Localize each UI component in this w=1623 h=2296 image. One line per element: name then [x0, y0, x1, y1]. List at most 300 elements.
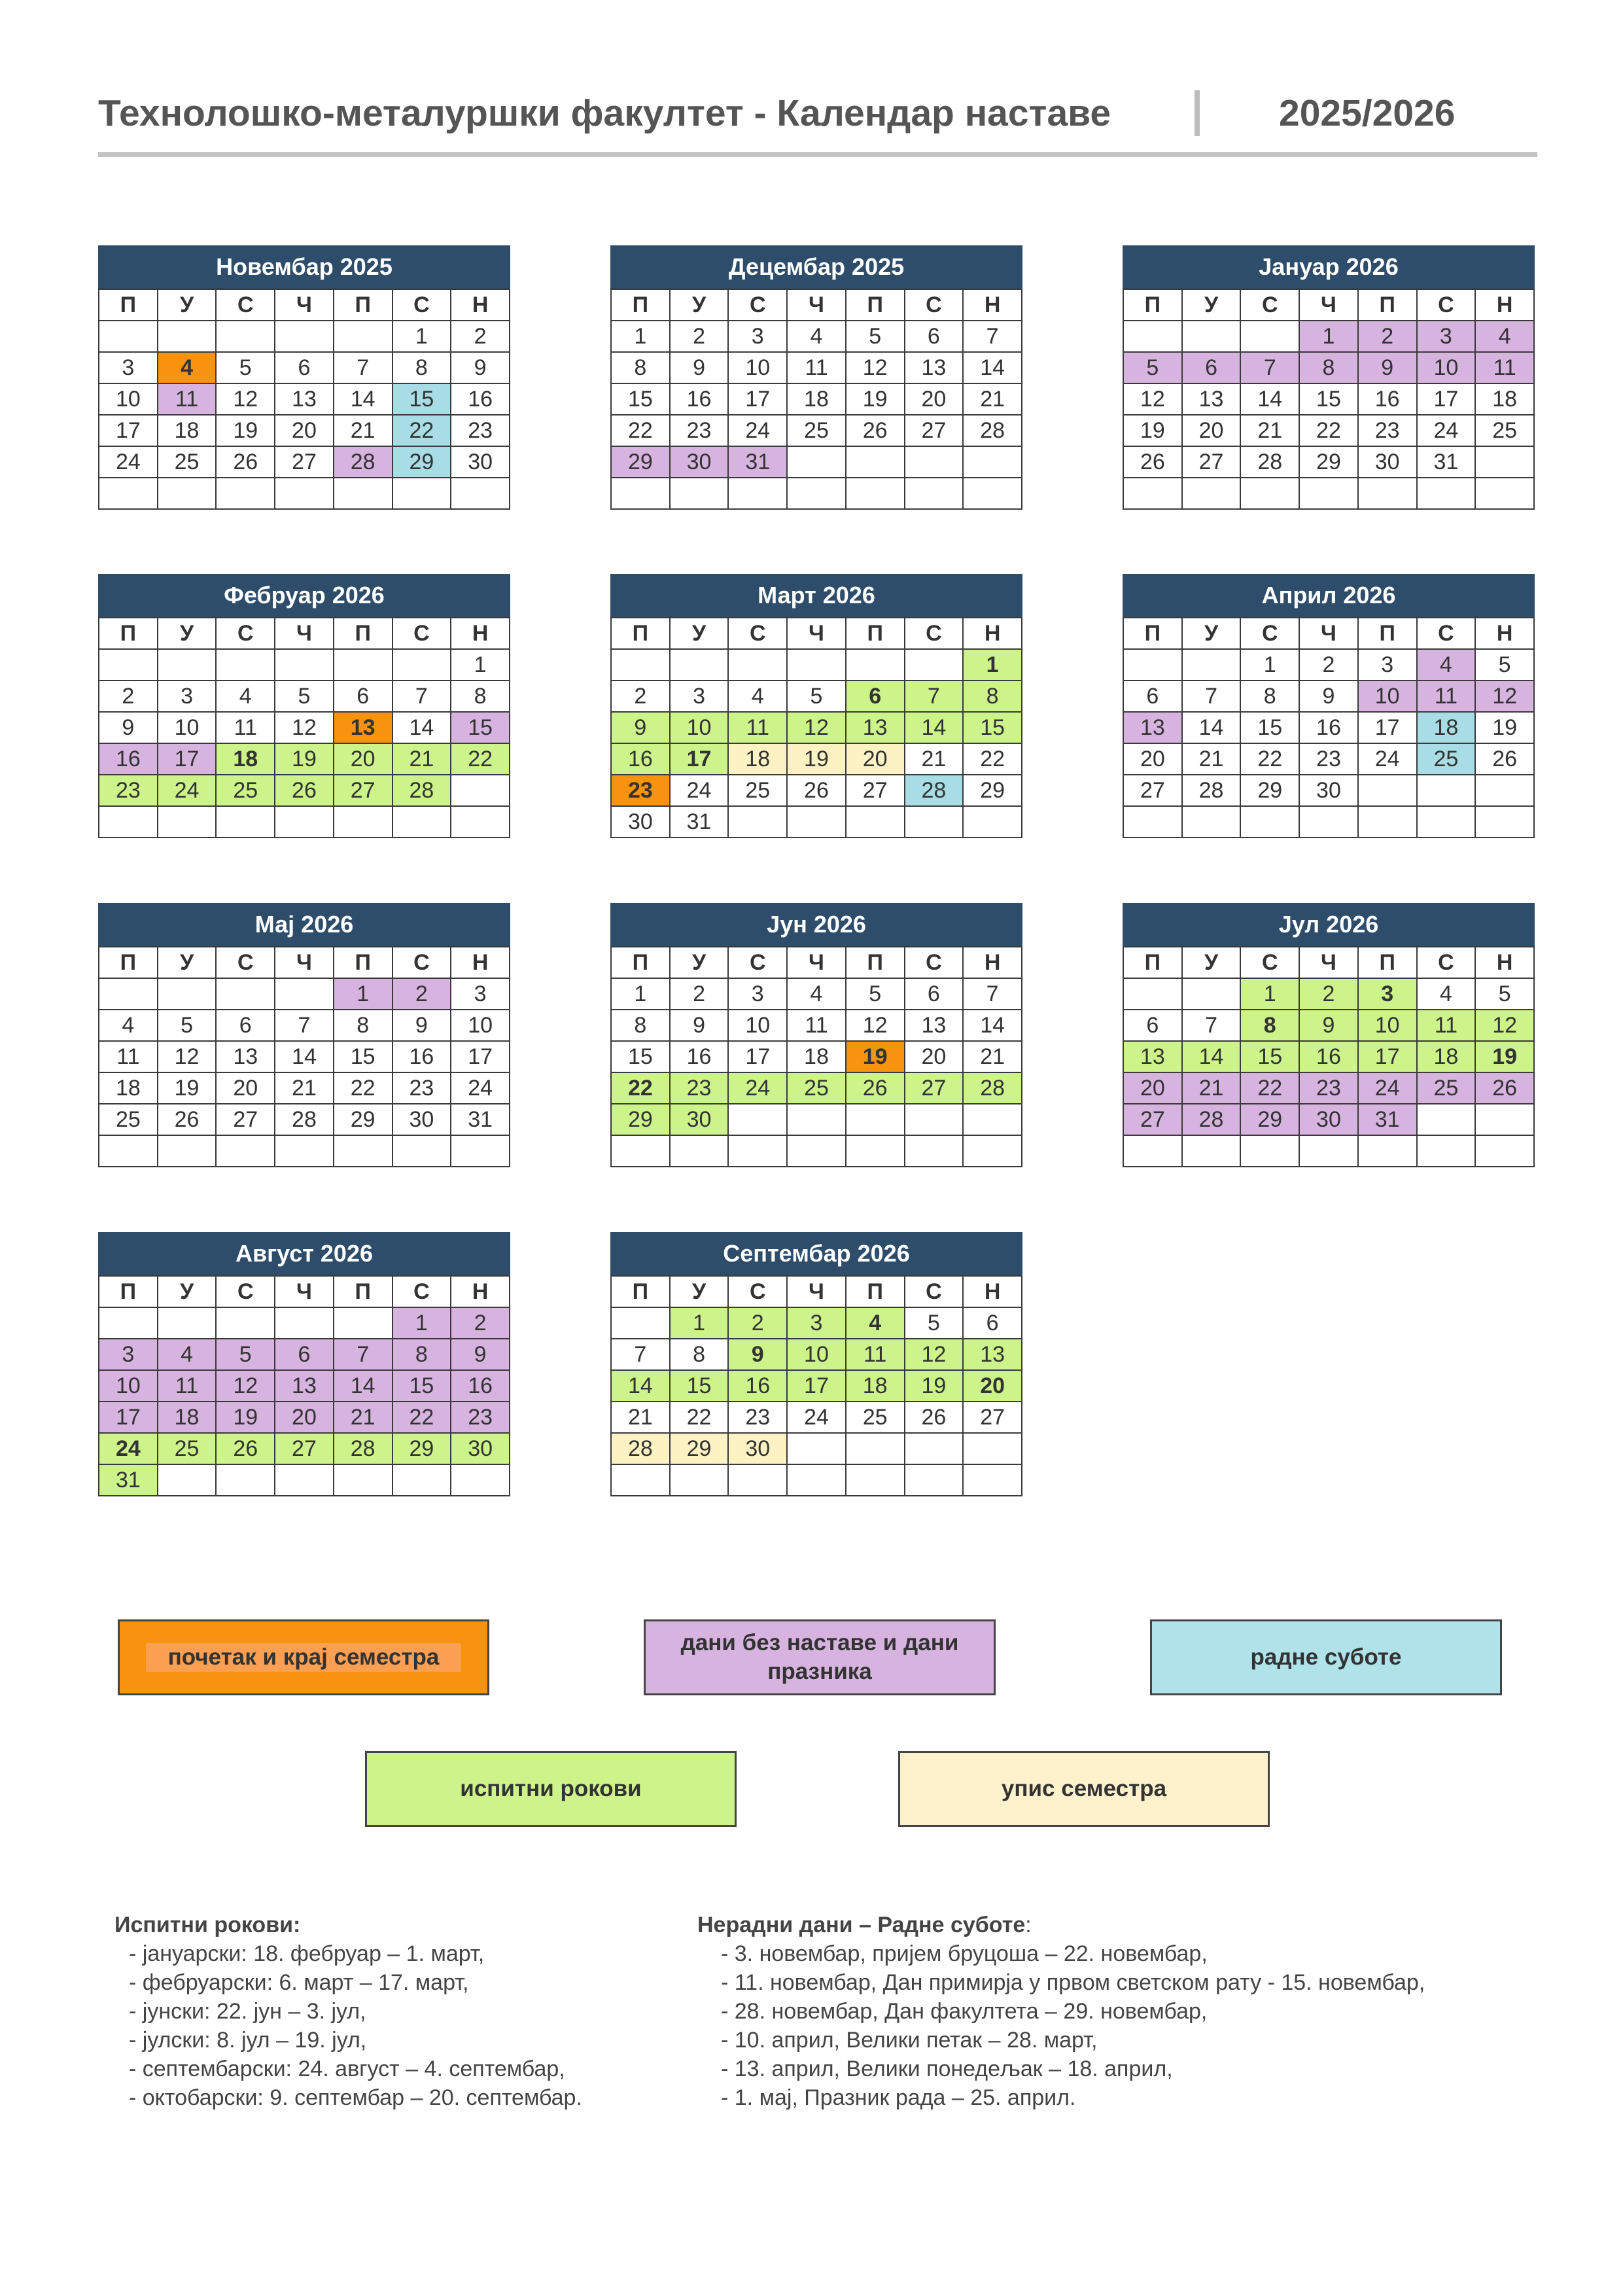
day-cell: 6: [334, 680, 393, 712]
empty-cell: [1358, 806, 1417, 838]
notes-heading: Испитни рокови:: [114, 1913, 301, 1937]
week-row: [99, 1464, 510, 1496]
day-cell: 24: [728, 415, 787, 446]
day-cell: 2: [670, 978, 729, 1010]
day-cell: 9: [1299, 1010, 1358, 1041]
month-title: Новембар 2025: [98, 245, 510, 289]
weekday-label: Ч: [275, 1276, 334, 1307]
day-cell: 8: [451, 680, 510, 712]
month-days-table: [98, 946, 510, 1167]
empty-cell: [451, 478, 510, 509]
day-cell: 11: [846, 1339, 905, 1370]
month-calendar: [610, 245, 1022, 510]
day-cell: 10: [728, 352, 787, 383]
empty-cell: [787, 446, 846, 478]
weekday-label: Н: [451, 289, 510, 321]
week-row: [611, 1307, 1022, 1339]
week-row: [611, 978, 1022, 1010]
day-cell: 14: [275, 1041, 334, 1072]
day-cell: 30: [1358, 446, 1417, 478]
week-row: [611, 1010, 1022, 1041]
empty-cell: [99, 649, 158, 680]
weekday-label: Ч: [275, 947, 334, 978]
weekday-label: У: [1182, 618, 1241, 649]
day-cell: 19: [1123, 415, 1182, 446]
empty-cell: [905, 1135, 964, 1167]
day-cell: 10: [670, 712, 729, 743]
month-title: Децембар 2025: [610, 245, 1022, 289]
day-cell: 12: [1475, 680, 1534, 712]
weekday-label: С: [905, 947, 964, 978]
day-cell: 28: [611, 1433, 670, 1464]
weekday-label: С: [1240, 947, 1299, 978]
day-cell: 18: [216, 743, 275, 775]
day-cell: 20: [334, 743, 393, 775]
day-cell: 4: [158, 1339, 217, 1370]
month-days-table: [98, 617, 510, 838]
day-cell: 8: [611, 1010, 670, 1041]
day-cell: 4: [787, 321, 846, 352]
day-cell: 12: [905, 1339, 964, 1370]
day-cell: 26: [158, 1104, 217, 1135]
day-cell: 12: [216, 1370, 275, 1402]
empty-cell: [905, 806, 964, 838]
day-cell: 8: [670, 1339, 729, 1370]
day-cell: 10: [787, 1339, 846, 1370]
weekday-label: П: [99, 1276, 158, 1307]
day-cell: 27: [275, 446, 334, 478]
empty-cell: [611, 478, 670, 509]
weekday-label: Н: [963, 1276, 1022, 1307]
week-row: [99, 321, 510, 352]
note-item: - 13. април, Велики понедељак – 18. април,: [721, 2057, 1173, 2081]
day-cell: 28: [963, 1072, 1022, 1104]
day-cell: 4: [1417, 649, 1476, 680]
month-title: Август 2026: [98, 1232, 510, 1275]
day-cell: 12: [158, 1041, 217, 1072]
empty-cell: [963, 446, 1022, 478]
day-cell: 7: [334, 352, 393, 383]
day-cell: 1: [611, 978, 670, 1010]
day-cell: 20: [1182, 415, 1241, 446]
day-cell: 27: [1123, 775, 1182, 806]
day-cell: 4: [787, 978, 846, 1010]
week-row: [99, 1041, 510, 1072]
day-cell: 16: [451, 383, 510, 415]
empty-cell: [451, 775, 510, 806]
week-row: [99, 680, 510, 712]
day-cell: 20: [275, 1402, 334, 1433]
weekday-label: У: [670, 1276, 729, 1307]
day-cell: 15: [963, 712, 1022, 743]
day-cell: 5: [846, 321, 905, 352]
day-cell: 17: [670, 743, 729, 775]
day-cell: 11: [1417, 680, 1476, 712]
empty-cell: [216, 978, 275, 1010]
week-row: [1123, 1104, 1534, 1135]
weekday-header-row: [99, 289, 510, 321]
day-cell: 24: [670, 775, 729, 806]
notes-heading: Нерадни дани – Радне суботе: [697, 1913, 1026, 1937]
empty-cell: [334, 806, 393, 838]
day-cell: 19: [216, 415, 275, 446]
day-cell: 23: [670, 1072, 729, 1104]
day-cell: 10: [1417, 352, 1476, 383]
empty-cell: [1123, 1135, 1182, 1167]
day-cell: 27: [334, 775, 393, 806]
day-cell: 6: [1123, 680, 1182, 712]
empty-cell: [1358, 478, 1417, 509]
day-cell: 17: [728, 1041, 787, 1072]
day-cell: 23: [670, 415, 729, 446]
day-cell: 16: [670, 383, 729, 415]
day-cell: 21: [963, 383, 1022, 415]
day-cell: 29: [1299, 446, 1358, 478]
day-cell: 9: [1299, 680, 1358, 712]
day-cell: 20: [905, 1041, 964, 1072]
day-cell: 11: [787, 1010, 846, 1041]
empty-cell: [275, 321, 334, 352]
empty-cell: [99, 1307, 158, 1339]
day-cell: 29: [1240, 1104, 1299, 1135]
empty-cell: [158, 1307, 217, 1339]
day-cell: 16: [728, 1370, 787, 1402]
week-row: [1123, 1010, 1534, 1041]
day-cell: 1: [1240, 978, 1299, 1010]
legend-working-saturdays: [1150, 1619, 1502, 1695]
empty-cell: [334, 478, 393, 509]
empty-cell: [334, 1307, 393, 1339]
empty-cell: [963, 1135, 1022, 1167]
empty-cell: [787, 478, 846, 509]
empty-cell: [1240, 478, 1299, 509]
day-cell: 28: [1182, 775, 1241, 806]
day-cell: 31: [728, 446, 787, 478]
day-cell: 2: [1299, 978, 1358, 1010]
empty-cell: [846, 1135, 905, 1167]
week-row: [99, 978, 510, 1010]
day-cell: 9: [393, 1010, 451, 1041]
day-cell: 8: [963, 680, 1022, 712]
day-cell: 11: [728, 712, 787, 743]
day-cell: 23: [99, 775, 158, 806]
empty-cell: [158, 649, 217, 680]
month-calendar: [1123, 903, 1535, 1167]
notes-heading-colon: :: [1025, 1913, 1032, 1937]
day-cell: 22: [611, 1072, 670, 1104]
empty-cell: [1475, 1135, 1534, 1167]
day-cell: 15: [611, 1041, 670, 1072]
day-cell: 3: [728, 321, 787, 352]
empty-cell: [1417, 478, 1476, 509]
day-cell: 22: [670, 1402, 729, 1433]
day-cell: 27: [846, 775, 905, 806]
empty-cell: [728, 1464, 787, 1496]
empty-cell: [728, 478, 787, 509]
day-cell: 16: [451, 1370, 510, 1402]
page-title: Технолошко-металуршки факултет - Календар наставе: [98, 92, 1111, 134]
weekday-label: Н: [963, 618, 1022, 649]
day-cell: 4: [158, 352, 217, 383]
day-cell: 14: [393, 712, 451, 743]
weekday-label: П: [1358, 289, 1417, 321]
weekday-label: У: [670, 618, 729, 649]
day-cell: 20: [1123, 743, 1182, 775]
day-cell: 7: [1182, 680, 1241, 712]
week-row: [99, 1072, 510, 1104]
week-row: [99, 1135, 510, 1167]
day-cell: 8: [1240, 1010, 1299, 1041]
empty-cell: [334, 649, 393, 680]
empty-cell: [1123, 321, 1182, 352]
day-cell: 3: [1358, 978, 1417, 1010]
day-cell: 4: [1417, 978, 1476, 1010]
day-cell: 2: [99, 680, 158, 712]
empty-cell: [1299, 478, 1358, 509]
empty-cell: [1358, 775, 1417, 806]
day-cell: 6: [1123, 1010, 1182, 1041]
day-cell: 14: [963, 352, 1022, 383]
weekday-header-row: [1123, 618, 1534, 649]
empty-cell: [1123, 649, 1182, 680]
day-cell: 15: [1299, 383, 1358, 415]
month-calendar: [610, 1232, 1022, 1496]
day-cell: 17: [99, 415, 158, 446]
day-cell: 21: [393, 743, 451, 775]
day-cell: 22: [334, 1072, 393, 1104]
day-cell: 14: [963, 1010, 1022, 1041]
empty-cell: [1417, 1104, 1476, 1135]
day-cell: 9: [670, 352, 729, 383]
day-cell: 31: [670, 806, 729, 838]
day-cell: 2: [670, 321, 729, 352]
day-cell: 30: [393, 1104, 451, 1135]
note-item: - 1. мај, Празник рада – 25. април.: [721, 2085, 1076, 2110]
day-cell: 17: [99, 1402, 158, 1433]
empty-cell: [393, 1135, 451, 1167]
week-row: [99, 1402, 510, 1433]
day-cell: 15: [670, 1370, 729, 1402]
weekday-label: Н: [451, 618, 510, 649]
note-item: - 28. новембар, Дан факултета – 29. новембар,: [721, 1999, 1208, 2024]
day-cell: 20: [1123, 1072, 1182, 1104]
empty-cell: [275, 1464, 334, 1496]
day-cell: 5: [216, 352, 275, 383]
empty-cell: [846, 1464, 905, 1496]
day-cell: 1: [393, 321, 451, 352]
day-cell: 26: [846, 415, 905, 446]
day-cell: 11: [787, 352, 846, 383]
day-cell: 21: [275, 1072, 334, 1104]
day-cell: 19: [787, 743, 846, 775]
empty-cell: [905, 1433, 964, 1464]
note-item: - фебруарски: 6. март – 17. март,: [129, 1970, 469, 1995]
day-cell: 6: [846, 680, 905, 712]
day-cell: 29: [611, 446, 670, 478]
note-item: - 3. новембар, пријем бруцоша – 22. новембар,: [721, 1941, 1208, 1966]
day-cell: 7: [393, 680, 451, 712]
empty-cell: [1358, 1135, 1417, 1167]
week-row: [1123, 649, 1534, 680]
weekday-label: С: [216, 1276, 275, 1307]
weekday-label: П: [99, 289, 158, 321]
day-cell: 6: [1182, 352, 1241, 383]
day-cell: 6: [216, 1010, 275, 1041]
note-item: - септембарски: 24. август – 4. септембар,: [129, 2057, 565, 2081]
day-cell: 12: [275, 712, 334, 743]
empty-cell: [216, 806, 275, 838]
day-cell: 24: [1417, 415, 1476, 446]
day-cell: 5: [158, 1010, 217, 1041]
empty-cell: [1299, 806, 1358, 838]
day-cell: 30: [451, 1433, 510, 1464]
day-cell: 8: [393, 1339, 451, 1370]
day-cell: 16: [670, 1041, 729, 1072]
day-cell: 4: [216, 680, 275, 712]
day-cell: 15: [334, 1041, 393, 1072]
day-cell: 2: [611, 680, 670, 712]
day-cell: 22: [451, 743, 510, 775]
day-cell: 23: [611, 775, 670, 806]
empty-cell: [451, 806, 510, 838]
note-item: - октобарски: 9. септембар – 20. септембар.: [129, 2085, 582, 2110]
weekday-label: П: [846, 947, 905, 978]
empty-cell: [275, 806, 334, 838]
empty-cell: [1475, 478, 1534, 509]
weekday-header-row: [99, 947, 510, 978]
week-row: [99, 1339, 510, 1370]
week-row: [611, 415, 1022, 446]
empty-cell: [393, 806, 451, 838]
day-cell: 27: [905, 1072, 964, 1104]
header-rule: [98, 152, 1537, 157]
month-calendar: [1123, 245, 1535, 510]
weekday-label: У: [670, 289, 729, 321]
empty-cell: [846, 478, 905, 509]
week-row: [99, 712, 510, 743]
week-row: [1123, 743, 1534, 775]
academic-year: 2025/2026: [1279, 92, 1456, 134]
empty-cell: [1182, 478, 1241, 509]
week-row: [99, 478, 510, 509]
day-cell: 11: [1475, 352, 1534, 383]
day-cell: 14: [334, 383, 393, 415]
week-row: [1123, 712, 1534, 743]
week-row: [611, 1402, 1022, 1433]
day-cell: 3: [99, 1339, 158, 1370]
day-cell: 14: [1182, 1041, 1241, 1072]
month-calendar: [610, 903, 1022, 1167]
empty-cell: [963, 1104, 1022, 1135]
day-cell: 5: [216, 1339, 275, 1370]
empty-cell: [216, 321, 275, 352]
weekday-label: П: [334, 947, 393, 978]
day-cell: 13: [1182, 383, 1241, 415]
day-cell: 3: [99, 352, 158, 383]
weekday-label: У: [158, 618, 217, 649]
day-cell: 26: [905, 1402, 964, 1433]
day-cell: 19: [1475, 712, 1534, 743]
day-cell: 24: [99, 1433, 158, 1464]
month-title: Мај 2026: [98, 903, 510, 946]
empty-cell: [787, 1135, 846, 1167]
weekday-label: Н: [963, 947, 1022, 978]
month-calendar: [98, 245, 510, 510]
day-cell: 8: [611, 352, 670, 383]
day-cell: 26: [1123, 446, 1182, 478]
day-cell: 6: [275, 1339, 334, 1370]
weekday-label: С: [728, 947, 787, 978]
note-item: - јунски: 22. јун – 3. јул,: [129, 1999, 366, 2024]
day-cell: 10: [99, 1370, 158, 1402]
empty-cell: [1182, 806, 1241, 838]
day-cell: 28: [905, 775, 964, 806]
day-cell: 12: [1475, 1010, 1534, 1041]
weekday-header-row: [611, 618, 1022, 649]
weekday-label: П: [334, 618, 393, 649]
day-cell: 22: [393, 1402, 451, 1433]
day-cell: 26: [846, 1072, 905, 1104]
day-cell: 6: [905, 321, 964, 352]
weekday-label: С: [393, 618, 451, 649]
day-cell: 13: [963, 1339, 1022, 1370]
empty-cell: [216, 478, 275, 509]
empty-cell: [905, 478, 964, 509]
day-cell: 27: [275, 1433, 334, 1464]
day-cell: 26: [216, 446, 275, 478]
empty-cell: [216, 1307, 275, 1339]
month-days-table: [610, 617, 1022, 838]
legend-exam-periods: [365, 1751, 737, 1827]
weekday-label: С: [728, 1276, 787, 1307]
day-cell: 29: [393, 446, 451, 478]
empty-cell: [99, 321, 158, 352]
weekday-label: Ч: [1299, 618, 1358, 649]
day-cell: 3: [1358, 649, 1417, 680]
day-cell: 18: [1417, 712, 1476, 743]
day-cell: 28: [1240, 446, 1299, 478]
weekday-label: С: [905, 289, 964, 321]
day-cell: 29: [393, 1433, 451, 1464]
day-cell: 7: [611, 1339, 670, 1370]
weekday-label: П: [611, 289, 670, 321]
day-cell: 5: [275, 680, 334, 712]
empty-cell: [611, 1307, 670, 1339]
day-cell: 31: [1417, 446, 1476, 478]
weekday-label: П: [846, 289, 905, 321]
empty-cell: [393, 478, 451, 509]
day-cell: 17: [1417, 383, 1476, 415]
empty-cell: [1299, 1135, 1358, 1167]
week-row: [611, 743, 1022, 775]
day-cell: 13: [334, 712, 393, 743]
day-cell: 20: [846, 743, 905, 775]
day-cell: 27: [216, 1104, 275, 1135]
empty-cell: [611, 1135, 670, 1167]
weekday-label: П: [99, 618, 158, 649]
empty-cell: [1182, 649, 1241, 680]
day-cell: 18: [158, 415, 217, 446]
day-cell: 12: [216, 383, 275, 415]
weekday-label: С: [905, 1276, 964, 1307]
day-cell: 13: [1123, 1041, 1182, 1072]
day-cell: 30: [611, 806, 670, 838]
empty-cell: [99, 1135, 158, 1167]
empty-cell: [158, 1464, 217, 1496]
weekday-label: П: [334, 1276, 393, 1307]
week-row: [1123, 321, 1534, 352]
day-cell: 21: [963, 1041, 1022, 1072]
